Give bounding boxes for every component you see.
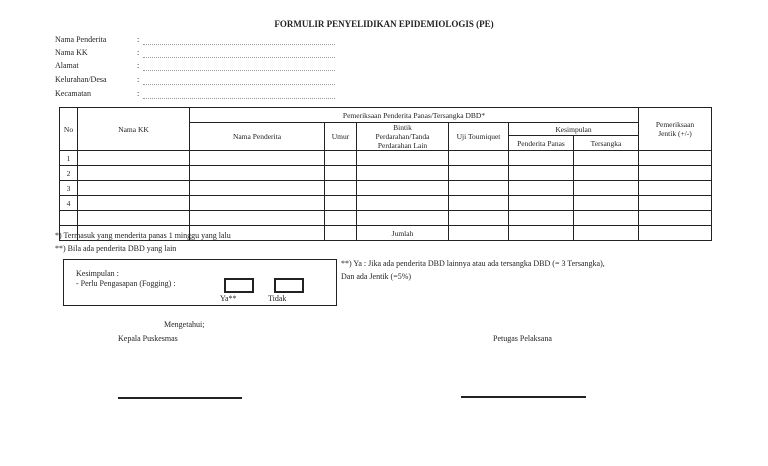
- table-cell[interactable]: [574, 166, 639, 181]
- fogging-label: - Perlu Pengasapan (Fogging) :: [76, 279, 176, 288]
- row-number: 2: [60, 166, 78, 181]
- table-cell[interactable]: [639, 151, 712, 166]
- table-cell[interactable]: [78, 151, 190, 166]
- table-cell[interactable]: [190, 211, 325, 226]
- kepala-puskesmas-label: Kepala Puskesmas: [118, 334, 178, 343]
- header-bintik-line3: Perdarahan Lain: [377, 141, 428, 150]
- table-cell[interactable]: [449, 166, 509, 181]
- table-cell[interactable]: [357, 211, 449, 226]
- field-colon: :: [137, 48, 140, 57]
- header-bintik: [357, 123, 449, 151]
- table-cell[interactable]: [574, 181, 639, 196]
- table-row: [60, 211, 712, 226]
- ya-criteria-note-line1: **) Ya : Jika ada penderita DBD lainnya atau ada tersangka DBD (= 3 Tersangka),: [341, 259, 605, 268]
- table-cell[interactable]: [190, 196, 325, 211]
- table-cell[interactable]: [639, 196, 712, 211]
- table-cell[interactable]: [449, 181, 509, 196]
- table-cell[interactable]: [357, 181, 449, 196]
- table-cell[interactable]: [639, 166, 712, 181]
- table-cell[interactable]: [325, 166, 357, 181]
- field-colon: :: [137, 75, 140, 84]
- table-cell[interactable]: [449, 226, 509, 241]
- table-cell[interactable]: [190, 166, 325, 181]
- field-label-nama-kk: Nama KK: [55, 48, 88, 57]
- field-line-kecamatan[interactable]: [143, 98, 335, 99]
- kepala-signature-line[interactable]: [118, 397, 242, 399]
- field-colon: :: [137, 61, 140, 70]
- table-cell[interactable]: [190, 151, 325, 166]
- table-cell[interactable]: [325, 196, 357, 211]
- table-cell: [325, 226, 357, 241]
- field-label-kecamatan: Kecamatan: [55, 89, 91, 98]
- header-pemeriksaan-jentik: [639, 108, 712, 151]
- row-number: [60, 211, 78, 226]
- ya-label: Ya**: [220, 294, 237, 303]
- table-cell[interactable]: [509, 196, 574, 211]
- pe-table: [59, 107, 712, 241]
- row-number: 1: [60, 151, 78, 166]
- table-row: [60, 151, 712, 166]
- footnote-1: *) Termasuk yang menderita panas 1 minggu yang lalu: [55, 231, 231, 240]
- table-cell[interactable]: [325, 151, 357, 166]
- table-cell[interactable]: [78, 196, 190, 211]
- tidak-label: Tidak: [268, 294, 287, 303]
- header-tersangka: Tersangka: [574, 136, 639, 151]
- table-cell[interactable]: [190, 181, 325, 196]
- header-bintik-line2: Perdarahan/Tanda: [375, 132, 430, 141]
- header-group-pemeriksaan: Pemeriksaan Penderita Panas/Tersangka DBD*: [190, 108, 639, 123]
- field-line-nama-kk[interactable]: [143, 57, 335, 58]
- petugas-signature-line[interactable]: [461, 396, 586, 398]
- table-cell[interactable]: [449, 196, 509, 211]
- header-bintik-line1: Bintik: [393, 123, 412, 132]
- table-cell[interactable]: [574, 211, 639, 226]
- table-cell[interactable]: [325, 211, 357, 226]
- table-cell[interactable]: [639, 181, 712, 196]
- field-line-kelurahan-desa[interactable]: [143, 84, 335, 85]
- header-nama-kk: Nama KK: [78, 108, 190, 151]
- field-label-alamat: Alamat: [55, 61, 79, 70]
- table-row: [60, 166, 712, 181]
- table-cell[interactable]: [639, 211, 712, 226]
- field-colon: :: [137, 35, 140, 44]
- table-cell[interactable]: [357, 166, 449, 181]
- table-cell[interactable]: [509, 226, 574, 241]
- petugas-pelaksana-label: Petugas Pelaksana: [493, 334, 552, 343]
- table-cell[interactable]: [325, 181, 357, 196]
- header-penderita-panas: Penderita Panas: [509, 136, 574, 151]
- table-cell[interactable]: [449, 151, 509, 166]
- table-cell[interactable]: [574, 151, 639, 166]
- table-row: [60, 181, 712, 196]
- table-cell[interactable]: [78, 211, 190, 226]
- row-number: 4: [60, 196, 78, 211]
- ya-checkbox[interactable]: [224, 278, 254, 293]
- table-cell[interactable]: [509, 181, 574, 196]
- header-kesimpulan: Kesimpulan: [509, 123, 639, 136]
- header-jentik-line1: Pemeriksaan: [655, 120, 695, 129]
- field-line-alamat[interactable]: [143, 70, 335, 71]
- field-label-nama-penderita: Nama Penderita: [55, 35, 107, 44]
- table-cell[interactable]: [357, 151, 449, 166]
- table-cell[interactable]: [78, 181, 190, 196]
- table-cell[interactable]: [509, 211, 574, 226]
- table-cell[interactable]: [509, 166, 574, 181]
- table-cell[interactable]: [574, 196, 639, 211]
- field-line-nama-penderita[interactable]: [143, 44, 335, 45]
- header-uji-toumiquet: Uji Toumiquet: [449, 123, 509, 151]
- table-cell[interactable]: [574, 226, 639, 241]
- field-label-kelurahan-desa: Kelurahan/Desa: [55, 75, 107, 84]
- header-jentik-line2: Jentik (+/-): [658, 129, 692, 138]
- field-colon: :: [137, 89, 140, 98]
- kesimpulan-label: Kesimpulan :: [76, 269, 119, 278]
- jumlah-label: Jumlah: [357, 226, 449, 241]
- table-cell[interactable]: [509, 151, 574, 166]
- row-number: 3: [60, 181, 78, 196]
- ya-criteria-note-line2: Dan ada Jentik (=5%): [341, 272, 412, 281]
- mengetahui-label: Mengetahui;: [164, 320, 205, 329]
- table-row: [60, 196, 712, 211]
- table-cell[interactable]: [449, 211, 509, 226]
- header-no: No: [60, 108, 78, 151]
- header-umur: Umur: [325, 123, 357, 151]
- table-cell[interactable]: [639, 226, 712, 241]
- tidak-checkbox[interactable]: [274, 278, 304, 293]
- footnote-2: **) Bila ada penderita DBD yang lain: [55, 244, 177, 253]
- form-title: FORMULIR PENYELIDIKAN EPIDEMIOLOGIS (PE): [274, 19, 494, 29]
- header-nama-penderita: Nama Penderita: [190, 123, 325, 151]
- table-cell[interactable]: [78, 166, 190, 181]
- table-cell[interactable]: [357, 196, 449, 211]
